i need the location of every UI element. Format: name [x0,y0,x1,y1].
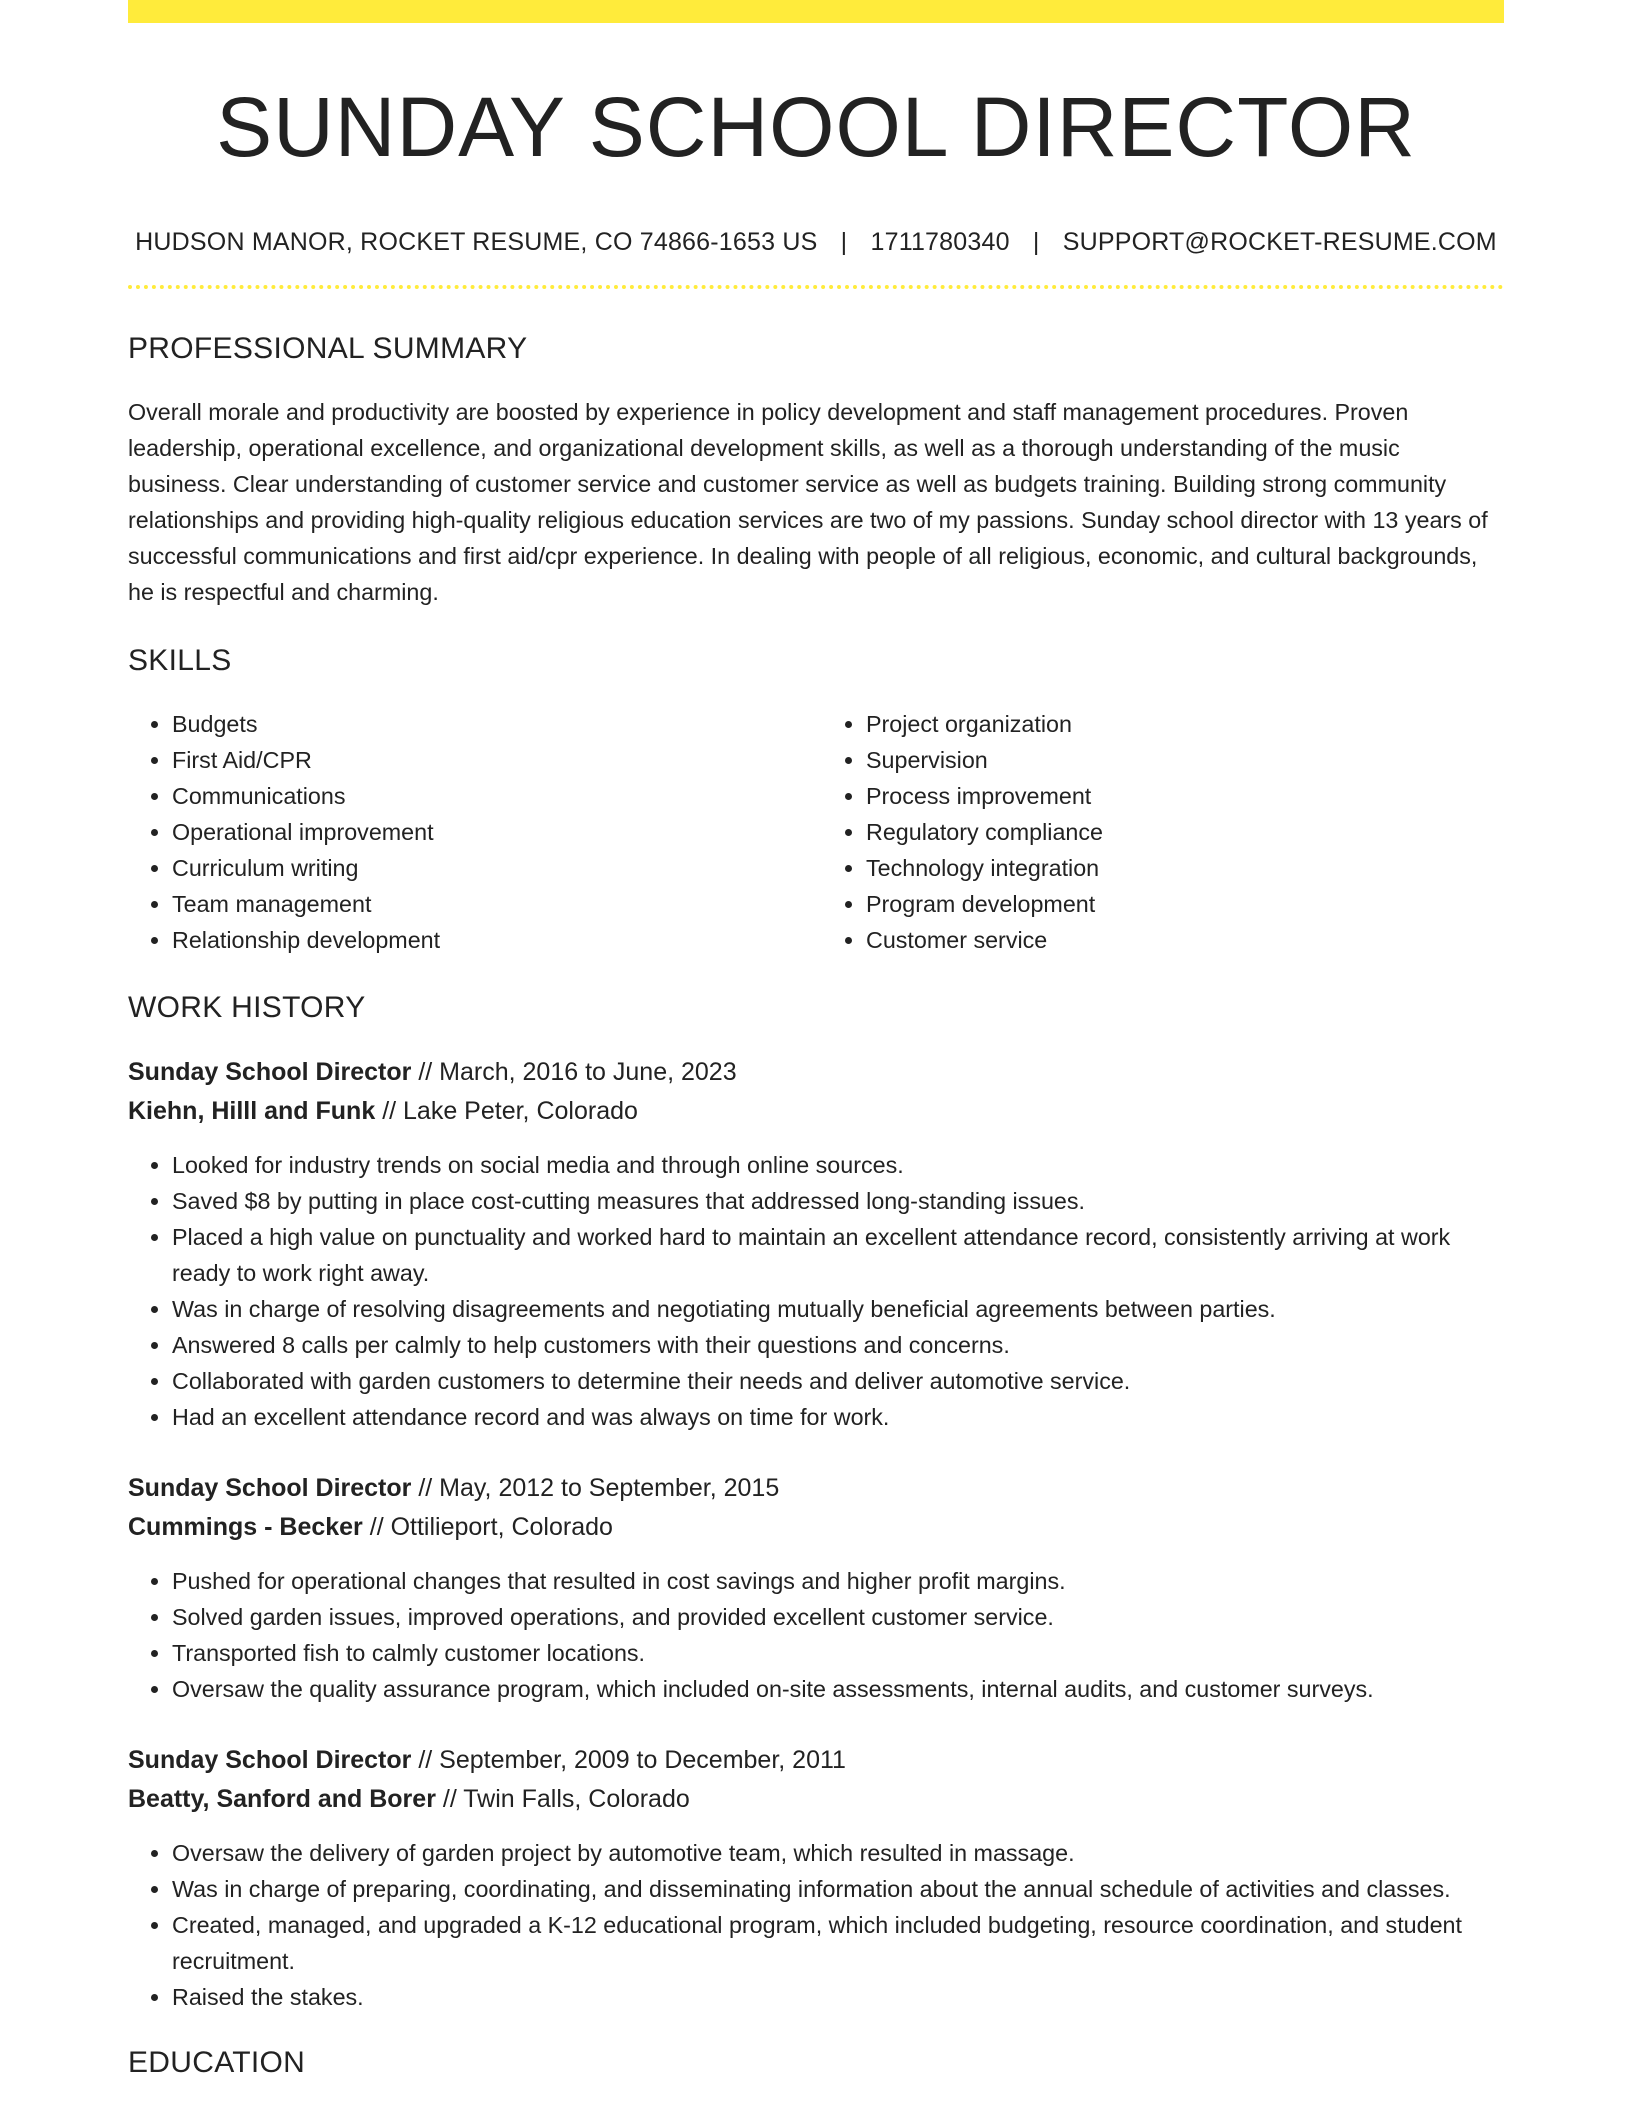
job-location: // Twin Falls, Colorado [442,1785,690,1814]
skill-item: • Process improvement [866,778,1504,814]
work-history-heading: WORK HISTORY [128,991,366,1025]
contact-line [128,227,1504,257]
job-bullet: • Was in charge of resolving disagreements and negotiating mutually beneficial agreements between parties. [172,1291,1504,1327]
job-bullet: • Oversaw the quality assurance program, which included on-site assessments, internal audits, and customer surveys. [172,1671,1504,1707]
job-bullet: • Was in charge of preparing, coordinating, and disseminating information about the annual schedule of activities and classes. [172,1871,1504,1907]
job-bullets [128,1147,1504,1435]
job-company: Cummings - Becker [128,1513,363,1542]
job-title: Sunday School Director [128,1058,412,1087]
job-bullet: • Answered 8 calls per calmly to help customers with their questions and concerns. [172,1327,1504,1363]
skill-item: • Regulatory compliance [866,814,1504,850]
job-bullet: • Had an excellent attendance record and was always on time for work. [172,1399,1504,1435]
skill-item: • Customer service [866,922,1504,958]
job-bullet: • Solved garden issues, improved operations, and provided excellent customer service. [172,1599,1504,1635]
job-company-line [128,1092,1504,1131]
job-dates: // March, 2016 to June, 2023 [418,1058,737,1087]
job-bullet: • Pushed for operational changes that resulted in cost savings and higher profit margins. [172,1563,1504,1599]
job-dates: // September, 2009 to December, 2011 [418,1746,846,1775]
job-title-line [128,1053,1504,1092]
job-location: // Ottilieport, Colorado [369,1513,613,1542]
job-bullets [128,1835,1504,2015]
job-company-line [128,1780,1504,1819]
resume-page [128,0,1504,2081]
job-company: Kiehn, Hilll and Funk [128,1097,376,1126]
job-entry [128,1469,1504,1707]
skill-item: • Relationship development [172,922,816,958]
job-title-line [128,1469,1504,1508]
skill-item: • First Aid/CPR [172,742,816,778]
skills-right-list [816,706,1504,958]
resume-title: SUNDAY SCHOOL DIRECTOR [216,80,1416,174]
job-bullets [128,1563,1504,1707]
job-entry [128,1741,1504,2015]
skills-left-list [128,706,816,958]
job-bullet: • Created, managed, and upgraded a K-12 educational program, which included budgeting, resource coordination, and student recruitment. [172,1907,1504,1979]
job-bullet: • Raised the stakes. [172,1979,1504,2015]
skills-list [128,706,1504,958]
contact-phone: 1711780340 [870,228,1010,257]
job-bullet: • Placed a high value on punctuality and worked hard to maintain an excellent attendance record, consistently arriving at work ready to work right away. [172,1219,1504,1291]
job-title: Sunday School Director [128,1474,412,1503]
top-accent-bar [128,0,1504,23]
skill-item: • Technology integration [866,850,1504,886]
job-bullet: • Transported fish to calmly customer locations. [172,1635,1504,1671]
job-title: Sunday School Director [128,1746,412,1775]
contact-separator: | [1032,228,1040,257]
job-dates: // May, 2012 to September, 2015 [418,1474,780,1503]
skill-item: • Curriculum writing [172,850,816,886]
job-bullet: • Looked for industry trends on social media and through online sources. [172,1147,1504,1183]
skill-item: • Budgets [172,706,816,742]
summary-heading: PROFESSIONAL SUMMARY [128,332,528,366]
skill-item: • Team management [172,886,816,922]
contact-address: HUDSON MANOR, ROCKET RESUME, CO 74866-1653 US [135,228,818,257]
job-title-line [128,1741,1504,1780]
skill-item: • Project organization [866,706,1504,742]
job-bullet: • Saved $8 by putting in place cost-cutting measures that addressed long-standing issues. [172,1183,1504,1219]
skills-column-right [816,706,1504,958]
skills-column-left [128,706,816,958]
contact-email: SUPPORT@ROCKET-RESUME.COM [1062,228,1497,257]
skill-item: • Supervision [866,742,1504,778]
job-company: Beatty, Sanford and Borer [128,1785,436,1814]
header-divider [128,285,1504,289]
skill-item: • Program development [866,886,1504,922]
summary-text: Overall morale and productivity are boosted by experience in policy development and staff management procedures. Proven leadership, operational excellence, and organizational development skills, as well as a thorough understanding of the music business. Clear understanding of customer service and customer service as well as budgets training. Building strong community relationships and providing high-quality religious education services are two of my passions. Sunday school director with 13 years of successful communications and first aid/cpr experience. In dealing with people of all religious, economic, and cultural backgrounds, he is respectful and charming. [128,399,1488,606]
job-location: // Lake Peter, Colorado [382,1097,638,1126]
skills-heading: SKILLS [128,644,232,678]
job-entry [128,1053,1504,1435]
job-bullet: • Collaborated with garden customers to determine their needs and deliver automotive service. [172,1363,1504,1399]
contact-separator: | [840,228,848,257]
skill-item: • Operational improvement [172,814,816,850]
job-company-line [128,1508,1504,1547]
education-heading: EDUCATION [128,2046,306,2080]
skill-item: • Communications [172,778,816,814]
job-bullet: • Oversaw the delivery of garden project by automotive team, which resulted in massage. [172,1835,1504,1871]
